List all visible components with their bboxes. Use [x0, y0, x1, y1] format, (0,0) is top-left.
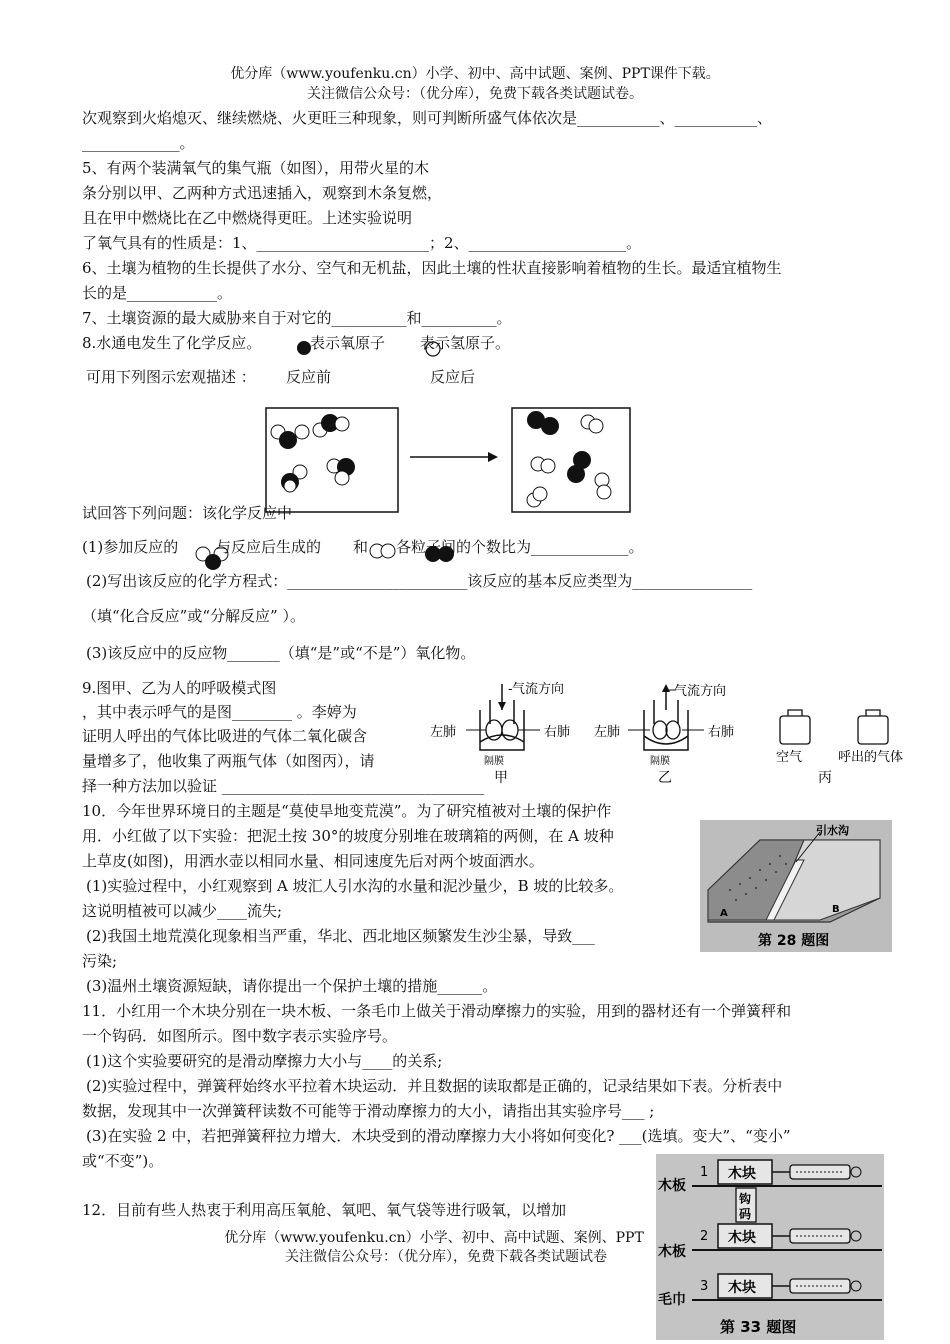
q4-line-2: _____________。	[82, 134, 195, 152]
right-lung-label-yi: 右肺	[708, 725, 735, 740]
board-label-1: 木板	[658, 1178, 686, 1194]
q10-line-2: 用．小红做了以下实验：把泥土按 30°的坡度分别堆在玻璃箱的两侧，在 A 坡种	[82, 827, 614, 845]
q8-line-1a: 8.水通电发生了化学反应。	[82, 334, 262, 352]
weight-label-2: 码	[739, 1207, 752, 1221]
q8-line-1b: 表示氧原子	[310, 334, 386, 352]
q9-line-2: ，其中表示呼气的是图________ 。李婷为	[82, 703, 357, 721]
header-line-1: 优分库（www.youfenku.cn）小学、初中、高中试题、案例、PPT课件下载。	[230, 66, 720, 82]
q9-line-5: 择一种方法加以验证 ___________________________________	[82, 777, 485, 795]
q8-sub1-a: (1)参加反应的	[82, 538, 179, 556]
q10-line-3: 上草皮(如图)，用洒水壶以相同水量、相同速度先后对两个坡面洒水。	[82, 852, 544, 870]
slope-a-label: A	[720, 908, 728, 919]
q11-line-5: 数据，发现其中一次弹簧秤读数不可能等于滑动摩擦力的大小，请指出其实验序号___ ;	[82, 1102, 655, 1120]
q8-sub1-b: 与反应后生成的	[216, 538, 322, 556]
q4-line-1: 次观察到火焰熄灭、继续燃烧、火更旺三种现象，则可判断所盛气体依次是___________、___________、	[82, 109, 773, 127]
fig33-caption: 第 33 题图	[720, 1318, 797, 1336]
reaction-diagram	[262, 404, 634, 516]
q10-line-8: (3)温州土壤资源短缺，请你提出一个保护土壤的措施______。	[86, 977, 498, 995]
q10-line-7: 污染;	[82, 952, 118, 970]
q8-sub3: (3)该反应中的反应物_______（填“是”或“不是”）氧化物。	[86, 644, 476, 662]
header-line-2: 关注微信公众号：（优分库），免费下载各类试题试卷。	[307, 86, 643, 102]
q10-line-6: (2)我国土地荒漠化现象相当严重，华北、西北地区频繁发生沙尘暴，导致___	[86, 927, 595, 945]
board-label-2: 木板	[658, 1244, 686, 1260]
q5-line-1: 5、有两个装满氧气的集气瓶（如图），用带火星的木	[82, 159, 430, 177]
q11-line-7: 或“不变”)。	[82, 1152, 164, 1170]
q8-line-3: 试回答下列问题：该化学反应中	[82, 504, 293, 522]
weight-label-1: 钩	[739, 1192, 752, 1206]
q11-line-6: (3)在实验 2 中，若把弹簧秤拉力增大．木块受到的滑动摩擦力大小将如何变化? ___(选填。变大”、“变小”	[86, 1127, 791, 1145]
q11-line-4: (2)实验过程中，弹簧秤始终水平拉着木块运动．并且数据的读取都是正确的，记录结果如下表。分析表中	[86, 1077, 783, 1095]
block-label-1: 木块	[728, 1166, 756, 1182]
footer-line-1: 优分库（www.youfenku.cn）小学、初中、高中试题、案例、PPT	[224, 1230, 644, 1246]
exp-number-3: 3	[700, 1279, 709, 1294]
right-lung-label-jia: 右肺	[544, 725, 571, 740]
before-box	[266, 408, 398, 512]
flow-label-jia: 气流方向	[512, 682, 565, 697]
exhaled-gas-label: 呼出的气体	[838, 750, 904, 765]
q12-line-1: 12．目前有些人热衷于利用高压氧舱、氧吧、氧气袋等进行吸氧，以增加	[82, 1201, 567, 1219]
footer-line-2: 关注微信公众号：（优分库），免费下载各类试题试卷	[285, 1249, 607, 1265]
q9-line-4: 量增多了，他收集了两瓶气体（如图丙），请	[82, 752, 375, 770]
fig28-caption: 第 28 题图	[758, 933, 830, 949]
q11-line-3: (1)这个实验要研究的是滑动摩擦力大小与____的关系;	[86, 1052, 443, 1070]
q8-line-1c: 表示氢原子。	[420, 334, 511, 352]
block-label-2: 木块	[728, 1230, 756, 1246]
q9-line-1: 9.图甲、乙为人的呼吸模式图	[82, 679, 277, 697]
after-box	[512, 408, 630, 512]
friction-experiment-figure	[656, 1154, 884, 1340]
lung-model-yi	[594, 683, 734, 786]
slope-b-label: B	[832, 904, 840, 915]
q5-line-3: 且在甲中燃烧比在乙中燃烧得更旺。上述实验说明	[82, 209, 413, 227]
exp-number-1: 1	[700, 1165, 709, 1180]
q8-sub2: (2)写出该反应的化学方程式：________________________该反应的基本反应类型为________________	[86, 572, 753, 590]
q8-sub2-b: （填“化合反应”或“分解反应” ）。	[82, 607, 305, 625]
q8-after-label: 反应后	[430, 368, 476, 386]
breathing-diagram	[428, 680, 930, 786]
diaphragm-label-yi: 隔膜	[650, 756, 670, 767]
q7-line-1: 7、土壤资源的最大威胁来自于对它的__________和__________。	[82, 309, 512, 327]
q10-line-1: 10．今年世界环境日的主题是“莫使旱地变荒漠”。为了研究植被对土壤的保护作	[82, 802, 612, 820]
q8-before-label: 反应前	[286, 368, 332, 386]
q5-line-4: 了氧气具有的性质是：1、_______________________；2、_____________________。	[82, 234, 642, 252]
q10-line-5: 这说明植被可以减少____流失;	[82, 902, 283, 920]
q6-line-2: 长的是____________。	[82, 284, 233, 302]
q10-line-4: (1)实验过程中，小红观察到 A 坡汇人引水沟的水量和泥沙量少，B 坡的比较多。	[86, 877, 624, 895]
q9-line-3: 证明人呼出的气体比吸进的气体二氧化碳含	[82, 727, 368, 745]
q11-line-2: 一个钩码．如图所示。图中数字表示实验序号。	[82, 1027, 398, 1045]
hydrogen-molecule-icon	[368, 540, 398, 560]
q6-line-1: 6、土壤为植物的生长提供了水分、空气和无机盐，因此土壤的性状直接影响着植物的生长。最适宜植物生	[82, 259, 782, 277]
label-bing: 丙	[818, 770, 832, 786]
block-label-3: 木块	[728, 1280, 756, 1296]
q5-line-2: 条分别以甲、乙两种方式迅速插入，观察到木条复燃，	[82, 184, 443, 202]
q8-sub1-d: 各粒子间的个数比为_____________。	[396, 538, 644, 556]
reaction-arrow	[410, 452, 498, 462]
gas-bottles-bing	[776, 710, 903, 786]
q8-sub1-c: 和	[353, 538, 369, 556]
slope-experiment-figure	[700, 820, 892, 952]
flow-label-yi: 气流方向	[674, 684, 727, 699]
channel-label: 引水沟	[816, 824, 849, 837]
exp-number-2: 2	[700, 1229, 709, 1244]
diaphragm-label-jia: 隔膜	[484, 756, 504, 767]
left-lung-label-yi: 左肺	[594, 725, 621, 740]
air-label: 空气	[776, 750, 803, 765]
lung-model-jia	[430, 681, 570, 786]
svg-text:-: -	[508, 682, 513, 697]
towel-label: 毛巾	[658, 1292, 686, 1308]
label-jia: 甲	[494, 770, 508, 786]
label-yi: 乙	[658, 770, 672, 786]
q8-line-2a: 可用下列图示宏观描述 ：	[86, 368, 256, 386]
left-lung-label-jia: 左肺	[430, 725, 457, 740]
q11-line-1: 11．小红用一个木块分别在一块木板、一条毛巾上做关于滑动摩擦力的实验，用到的器材还有一个弹簧秤和	[82, 1002, 792, 1020]
